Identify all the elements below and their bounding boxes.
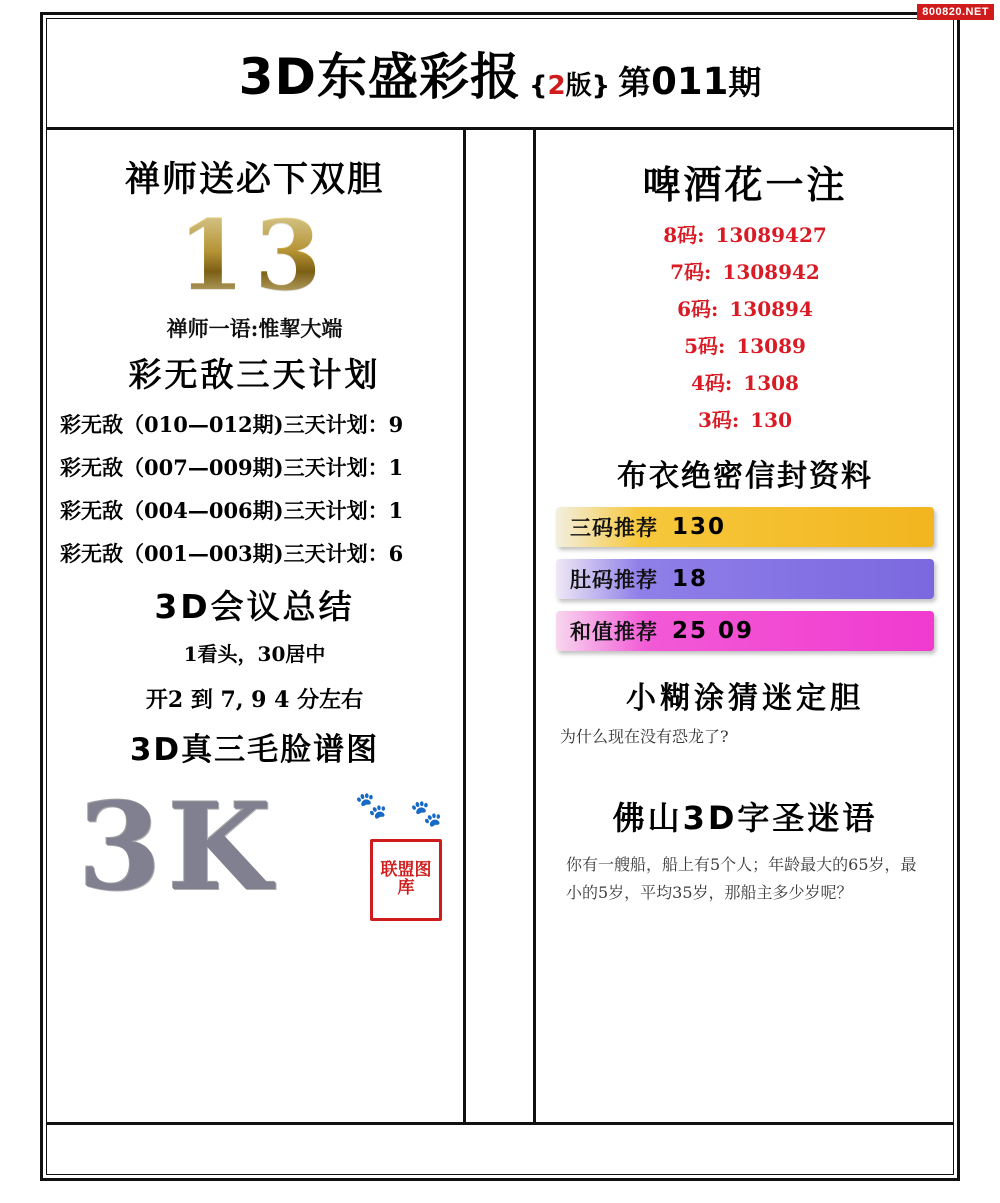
plan-row: 彩无敌（001—003期)三天计划：6	[60, 540, 404, 566]
bar-label: 肚码推荐	[570, 567, 658, 592]
issue-label	[618, 57, 761, 104]
paw-icon: 🐾	[410, 798, 443, 829]
right-column	[536, 130, 954, 1125]
left-section3-title: 3D会议总结	[154, 586, 355, 626]
code-value: 130894	[729, 297, 813, 321]
plan-row: 彩无敌（010—012期)三天计划：9	[60, 411, 404, 437]
code-row	[550, 404, 940, 433]
recommended-double-dan: 13	[60, 206, 449, 307]
left-section4-title: 3D真三毛脸谱图	[129, 731, 380, 768]
left-section2-title: 彩无敌三天计划	[128, 354, 381, 394]
code-label: 4码:	[691, 371, 733, 395]
right-section3-title: 小糊涂猜迷定胆	[626, 681, 864, 716]
plan-row: 彩无敌（004—006期)三天计划：1	[60, 497, 404, 523]
site-watermark: 800820.NET	[917, 4, 994, 20]
paw-icon: 🐾	[355, 790, 388, 821]
recommendation-bar-three-code	[556, 507, 934, 547]
bar-label: 三码推荐	[570, 515, 658, 540]
version-close: 版}	[565, 70, 611, 101]
red-seal-stamp: 联盟图库	[370, 839, 442, 921]
code-row	[550, 293, 940, 322]
meeting-line-2: 开2 到 7, 9 4 分左右	[145, 686, 364, 713]
code-label: 3码:	[697, 408, 740, 432]
bar-value: 18	[672, 566, 709, 592]
bar-value: 25 09	[672, 618, 755, 644]
code-value: 1308	[743, 371, 799, 395]
bar-label: 和值推荐	[570, 619, 658, 644]
version-number: 2	[547, 70, 566, 101]
issue-suffix: 期	[728, 62, 762, 102]
code-value: 13089427	[715, 223, 827, 247]
code-value: 1308942	[722, 260, 820, 284]
right-section2-title: 布衣绝密信封资料	[617, 459, 873, 494]
code-label: 5码:	[684, 334, 726, 358]
bottom-strip	[46, 1122, 954, 1175]
master-quote: 禅师一语:惟挈大端	[166, 315, 343, 341]
code-label: 7码:	[670, 260, 712, 284]
foshan-riddle-text: 你有一艘船，船上有5个人；年龄最大的65岁，最小的5岁，平均35岁，那船主多少岁呢？	[566, 855, 917, 902]
version-open: {	[528, 70, 548, 101]
meeting-line-1: 1看头，30居中	[183, 641, 326, 666]
code-value: 13089	[736, 334, 806, 358]
middle-divider-column	[466, 130, 536, 1125]
code-row	[550, 330, 940, 359]
code-row	[550, 219, 940, 248]
issue-number: 011	[651, 59, 729, 103]
code-value: 130	[750, 408, 793, 432]
art-number-glyph: 3K	[78, 776, 278, 918]
right-section1-title: 啤酒花一注	[642, 163, 848, 207]
content-columns	[46, 130, 954, 1125]
code-label: 8码:	[663, 223, 705, 247]
recommendation-bar-belly-code	[556, 559, 934, 599]
version-badge	[529, 65, 610, 102]
plan-row: 彩无敌（007—009期)三天计划：1	[60, 454, 404, 480]
poster-header	[46, 18, 954, 130]
face-pattern-art	[60, 777, 449, 957]
left-column	[46, 130, 466, 1125]
issue-prefix: 第	[618, 62, 652, 102]
riddle-question: 为什么现在没有恐龙了?	[560, 727, 729, 746]
code-label: 6码:	[677, 297, 719, 321]
right-section4-title: 佛山3D字圣迷语	[612, 799, 878, 837]
code-row	[550, 256, 940, 285]
bar-value: 130	[672, 514, 727, 540]
recommendation-bar-sum-value	[556, 611, 934, 651]
page-title: 3D东盛彩报	[238, 47, 521, 106]
left-section1-title: 禅师送必下双胆	[124, 160, 384, 200]
code-row	[550, 367, 940, 396]
